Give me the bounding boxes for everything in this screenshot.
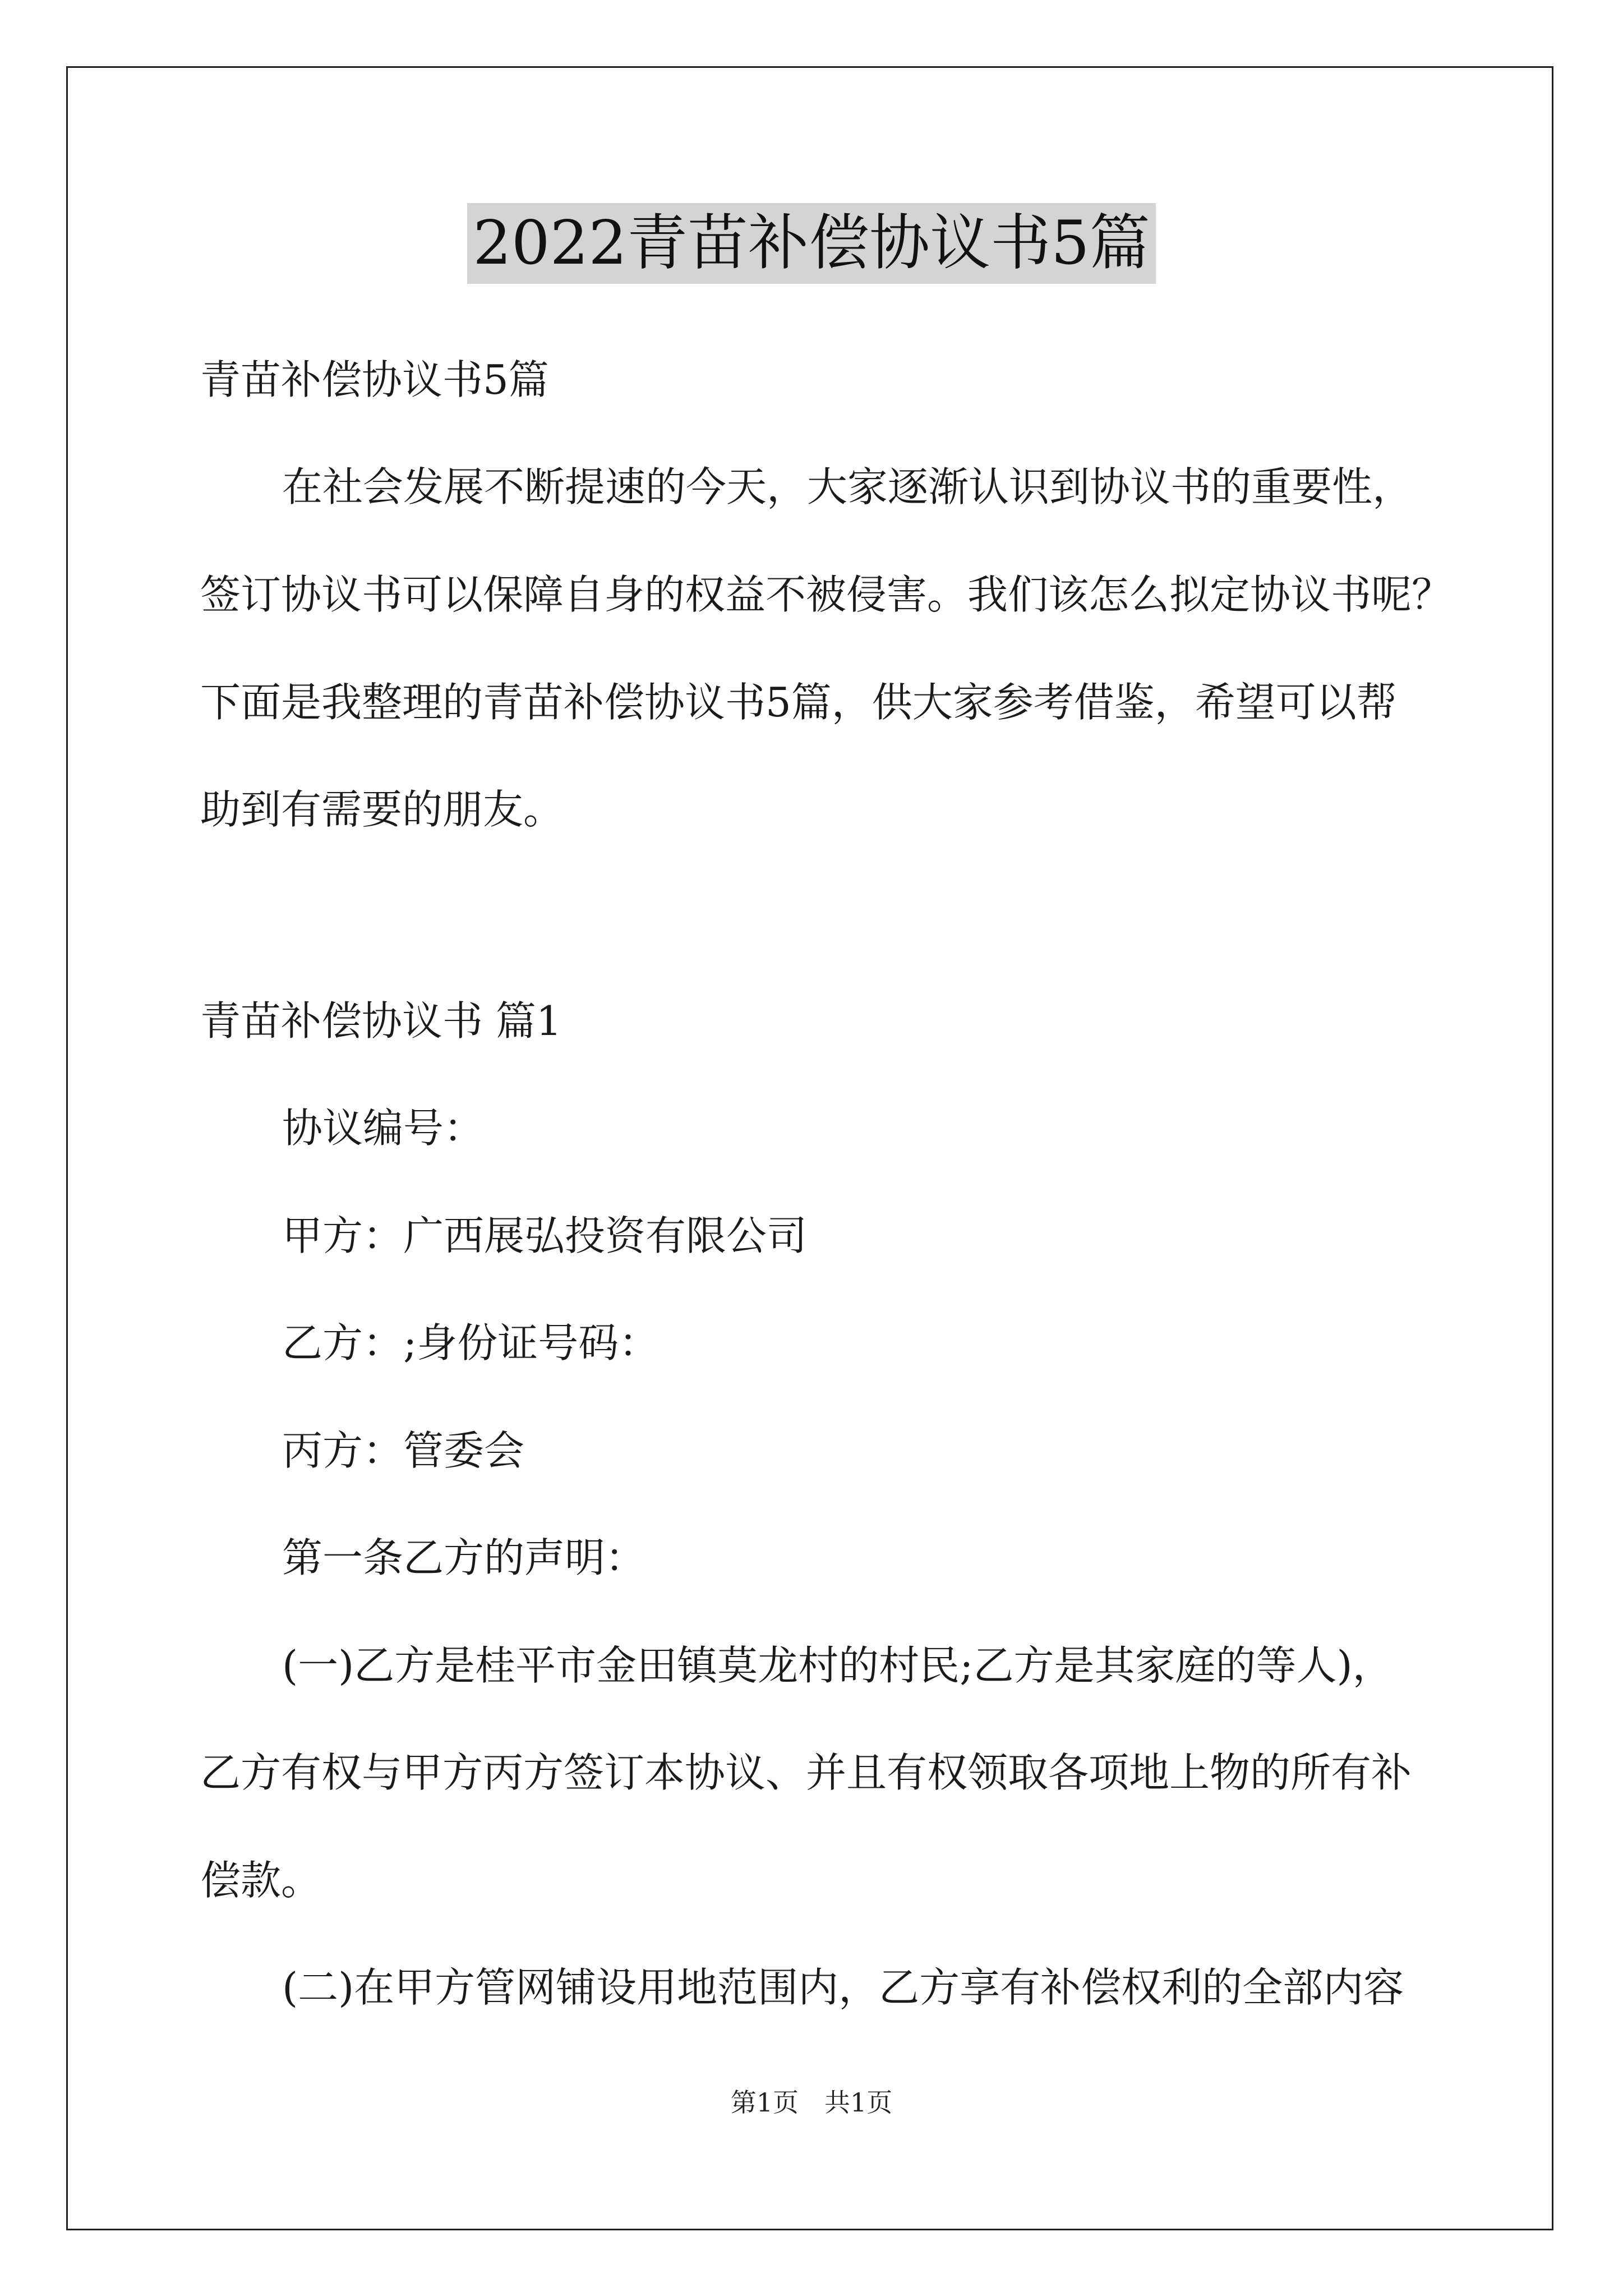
paragraph-line: 甲方：广西展弘投资有限公司	[282, 1212, 808, 1259]
document-title: 2022青苗补偿协议书5篇	[467, 203, 1156, 284]
paragraph-line: 丙方：管委会	[282, 1427, 525, 1474]
paragraph-line: (二)在甲方管网铺设用地范围内，乙方享有补偿权利的全部内容	[282, 1964, 1404, 2011]
paragraph-line: 第一条乙方的声明：	[282, 1534, 646, 1581]
title-container	[0, 203, 1623, 284]
paragraph-line: (一)乙方是桂平市金田镇莫龙村的村民;乙方是其家庭的等人)，	[282, 1642, 1393, 1689]
paragraph-line: 签订协议书可以保障自身的权益不被侵害。我们该怎么拟定协议书呢？	[200, 571, 1453, 618]
paragraph-line: 乙方有权与甲方丙方签订本协议、并且有权领取各项地上物的所有补	[200, 1749, 1412, 1796]
section-heading: 青苗补偿协议书 篇1	[200, 997, 562, 1045]
paragraph-line: 偿款。	[200, 1857, 322, 1904]
paragraph-line: 助到有需要的朋友。	[200, 786, 564, 833]
paragraph-line: 乙方：;身份证号码：	[282, 1319, 660, 1366]
doc-subtitle: 青苗补偿协议书5篇	[200, 356, 549, 403]
paragraph-line: 协议编号：	[282, 1105, 485, 1152]
paragraph-line: 在社会发展不断提速的今天，大家逐渐认识到协议书的重要性，	[282, 463, 1413, 510]
paragraph-line: 下面是我整理的青苗补偿协议书5篇，供大家参考借鉴，希望可以帮	[200, 679, 1397, 726]
page-number-footer: 第1页 共1页	[730, 2087, 893, 2118]
